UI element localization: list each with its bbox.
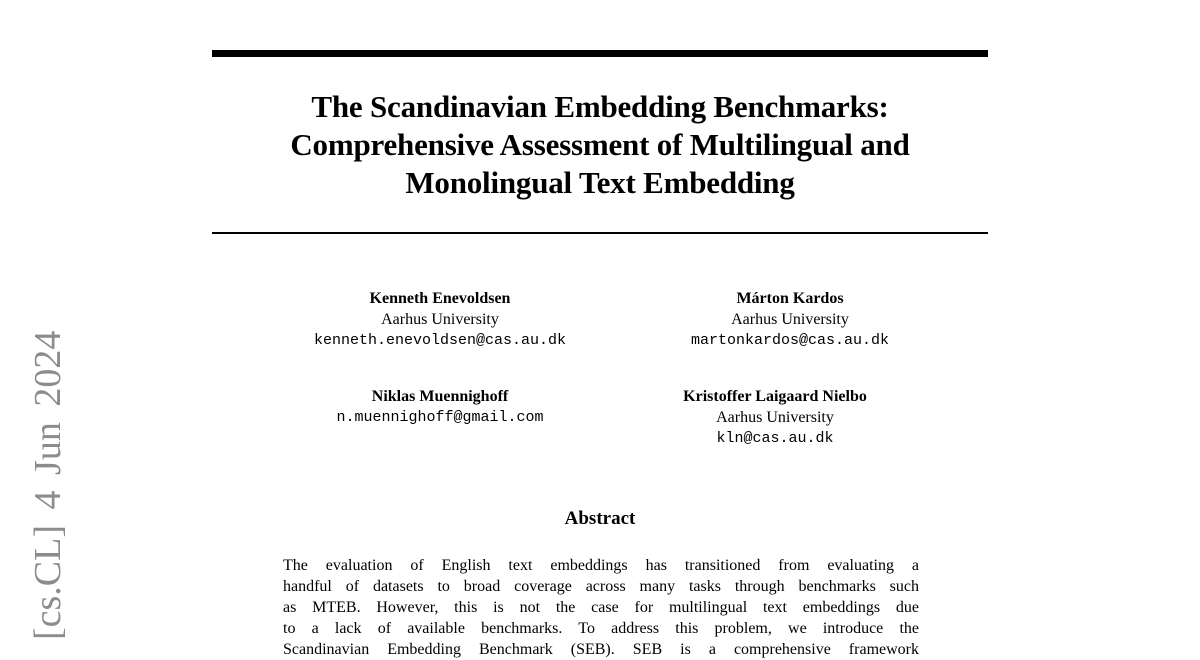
author-block [280, 386, 600, 428]
abstract-line: Scandinavian Embedding Benchmark (SEB). SEB is a comprehensive framework [283, 641, 919, 658]
abstract-line: The evaluation of English text embeddings has transitioned from evaluating a [283, 557, 919, 574]
arxiv-stamp [28, 331, 68, 640]
abstract-line: to a lack of available benchmarks. To address this problem, we introduce the [283, 620, 919, 637]
title-line: The Scandinavian Embedding Benchmarks: [311, 89, 889, 124]
abstract-line: as MTEB. However, this is not the case for multilingual text embeddings due [283, 599, 919, 616]
author-name: Kenneth Enevoldsen [369, 290, 511, 307]
author-name: Kristoffer Laigaard Nielbo [683, 388, 867, 405]
author-email: kenneth.enevoldsen@cas.au.dk [313, 332, 567, 349]
title-bottom-rule [212, 232, 988, 234]
author-block [625, 386, 925, 449]
title-line: Comprehensive Assessment of Multilingual and [290, 127, 910, 162]
arxiv-date: 4 Jun 2024 [27, 330, 69, 510]
author-affiliation: Aarhus University [381, 311, 499, 328]
author-block [640, 288, 940, 351]
title-line: Monolingual Text Embedding [405, 165, 795, 200]
author-email: n.muennighoff@gmail.com [336, 409, 544, 426]
author-name: Márton Kardos [736, 290, 844, 307]
arxiv-category: [cs.CL] [27, 524, 69, 640]
abstract-heading: Abstract [564, 508, 636, 529]
paper-title [212, 88, 988, 202]
abstract-body [283, 555, 919, 660]
abstract-line: handful of datasets to broad coverage across many tasks through benchmarks such [283, 578, 919, 595]
author-affiliation: Aarhus University [731, 311, 849, 328]
author-name: Niklas Muennighoff [371, 388, 509, 405]
title-top-rule [212, 50, 988, 57]
author-block [280, 288, 600, 351]
author-email: kln@cas.au.dk [716, 430, 834, 447]
author-affiliation: Aarhus University [716, 409, 834, 426]
author-email: martonkardos@cas.au.dk [690, 332, 890, 349]
